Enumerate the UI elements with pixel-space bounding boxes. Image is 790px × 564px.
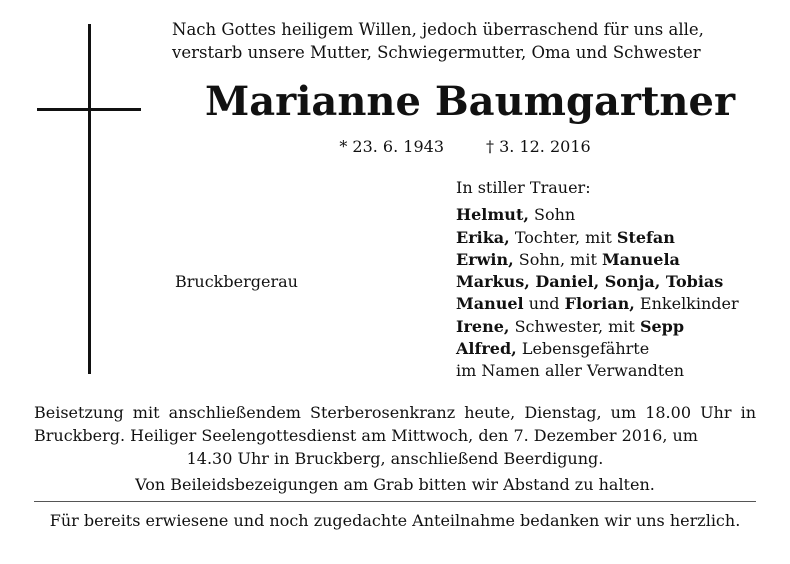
mourner-relation: im Namen aller Verwandten — [456, 361, 685, 381]
thanks-text: Für bereits erwiesene und noch zugedachte Anteilnahme bedanken wir uns herzlich. — [49, 511, 741, 530]
mourner-name: Erwin, — [456, 249, 514, 269]
mourner-line — [456, 249, 776, 271]
mourner-line — [456, 271, 776, 293]
mourners-list — [456, 177, 776, 383]
mourner-line — [456, 227, 776, 249]
death-date: † 3. 12. 2016 — [486, 137, 591, 156]
intro-line: Nach Gottes heiligem Willen, jedoch überraschend für uns alle, — [172, 20, 704, 39]
condolence-request: Von Beileidsbezeigungen am Grab bitten wir Abstand zu halten. — [135, 475, 655, 494]
mourner-relation: Schwester, mit — [509, 316, 640, 336]
mourner-name: Erika, — [456, 227, 510, 247]
place-name: Bruckbergerau — [175, 272, 298, 291]
mourner-name: Sepp — [639, 316, 685, 336]
divider — [34, 501, 756, 502]
mourner-name: Irene, — [456, 316, 510, 336]
mourner-line — [456, 338, 776, 360]
intro-text — [172, 18, 762, 64]
mourner-line — [456, 316, 776, 338]
mourner-name: Helmut, — [456, 205, 529, 225]
mourner-relation: und — [523, 294, 565, 314]
mourner-relation: Tochter, mit — [509, 227, 617, 247]
funeral-details — [34, 401, 756, 470]
mourners-heading: In stiller Trauer: — [456, 178, 591, 197]
deceased-name: Marianne Baumgartner — [204, 78, 736, 125]
life-dates — [300, 137, 630, 156]
mourner-relation: Lebensgefährte — [516, 339, 650, 359]
mourner-relation: Enkelkinder — [634, 294, 739, 314]
mourner-line — [456, 360, 776, 382]
mourner-name: Markus, Daniel, Sonja, Tobias — [456, 272, 724, 292]
cross-icon — [88, 24, 91, 374]
funeral-text: Beisetzung mit anschließendem Sterberosenkranz heute, Dienstag, um 18.00 Uhr in Bruckberg. Heiliger Seelengottesdienst am Mittwoch, den 7. Dezember 2016, um — [34, 403, 756, 445]
intro-line: verstarb unsere Mutter, Schwiegermutter, Oma und Schwester — [172, 43, 701, 62]
mourner-name: Manuela — [601, 249, 680, 269]
mourner-name: Alfred, — [456, 339, 517, 359]
mourner-name: Stefan — [616, 227, 675, 247]
birth-date: * 23. 6. 1943 — [339, 137, 444, 156]
mourner-relation: Sohn, mit — [513, 249, 602, 269]
mourner-lines — [456, 204, 776, 382]
mourner-line — [456, 293, 776, 315]
funeral-text-end: 14.30 Uhr in Bruckberg, anschließend Beerdigung. — [186, 449, 604, 468]
mourner-line — [456, 204, 776, 226]
cross-icon-bar — [37, 108, 141, 111]
mourner-name: Florian, — [564, 294, 635, 314]
mourner-relation: Sohn — [528, 205, 576, 225]
mourner-name: Manuel — [456, 294, 524, 314]
